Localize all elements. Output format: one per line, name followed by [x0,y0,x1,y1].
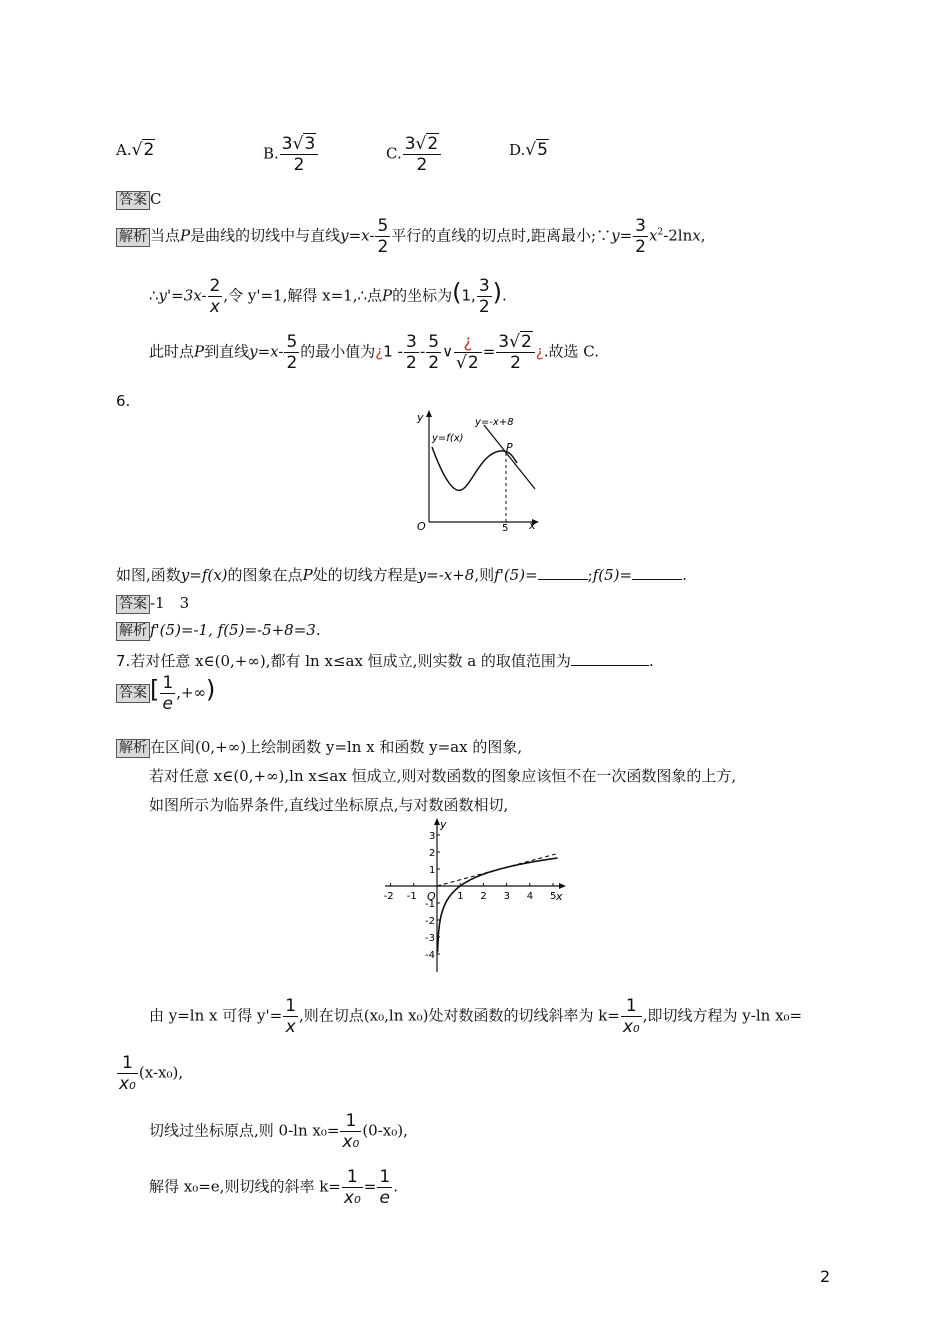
q7-y-tick-label: 1 [429,865,436,876]
q5-analysis-line-1 [116,216,706,257]
q5-l3-fraction-3 [426,332,441,373]
q7-y-tick-label: -4 [425,950,435,961]
q7-l7-text-a: 解得 x₀=e,则切线的斜率 k= [149,1177,341,1196]
q7-y-tick-label: -1 [425,899,435,910]
option-c-coef: 3 [404,134,416,154]
q5-l2-point-fraction [477,276,492,317]
q5-l1-x: x [648,226,658,245]
frac-den: 2 [635,237,646,257]
q7-graph [380,812,570,974]
option-b-fraction: $\frac{3√3}{2}$ [280,134,319,175]
q7-ln-curve [438,858,558,953]
q6-function-value: f(5)= [592,566,633,584]
q5-l3-text-a: 此时点 [149,342,195,361]
q5-l3-glyph-2: ¿ [535,342,544,361]
analysis-tag: 解析 [116,622,150,641]
q5-l3-one: 1 - [383,342,403,361]
q7-y-tick-label: -2 [425,916,435,927]
q7-l6-text-a: 切线过坐标原点,则 0-ln x₀= [149,1121,340,1140]
q7-origin-label: O [427,890,436,903]
q6-analysis [116,621,321,641]
q7-l7-end: . [393,1177,398,1196]
analysis-tag: 解析 [116,739,150,758]
frac-num: 5 [286,332,298,352]
paren-close: ) [492,278,503,307]
q5-l3-equals: = [482,342,496,361]
q7-x-arrow [559,883,566,889]
q7-analysis-line-7 [149,1167,398,1208]
q7-l7-fraction [342,1167,363,1208]
q5-l2-derivative: y'=3x- [158,286,207,305]
q5-l1-text-b: 是曲线的切线中与直线 [190,226,341,245]
q6-text-c: 处的切线方程是 [312,566,418,584]
q7-x-tick-label: -1 [406,891,417,902]
q5-l3-text-b: 到直线 [204,342,250,361]
q6-origin-label: O [417,520,426,533]
q7-x-tick-label: 2 [480,891,487,902]
q7-l7-equals: = [363,1177,377,1196]
option-b-coef: 3 [281,134,293,154]
page-number: 2 [820,1267,831,1286]
option-a-radicand: 2 [143,140,155,160]
q7-l4-text-b: ,则在切点(x₀,ln x₀)处对数函数的切线斜率为 k= [299,1006,620,1025]
q7-x-tick-label: 4 [526,891,534,902]
q6-f-label: y=f(x) [432,433,464,444]
q6-point: P [302,566,313,584]
q5-l1-comma: , [700,226,706,245]
option-c-fraction: $\frac{3√2}{2}$ [403,134,442,175]
q5-l2-end: . [502,286,507,305]
q5-l1-line-eq: y=x- [340,226,375,245]
q6-end: . [682,566,687,584]
q6-semicolon: ; [587,566,593,584]
analysis-tag: 解析 [116,228,150,247]
frac-den: 2 [478,297,490,317]
q6-tangent-eq: y=-x+8 [417,566,475,584]
frac-num: ¿ [454,332,482,353]
q5-l2-fraction [208,276,223,317]
q5-l2-text-d: 的坐标为 [392,286,453,305]
q7-end: . [648,652,654,670]
q5-l1-exponent: 2 [657,227,664,238]
frac-den: e [162,694,174,714]
q5-l3-line-eq: y=x- [249,342,284,361]
frac-num: 2 [209,276,221,296]
q6-function: y=f(x) [180,566,228,584]
q5-analysis-line-3 [149,332,599,373]
frac-num: 5 [377,216,389,236]
q5-l3-fraction-5: $\frac{3√2}{2}$ [496,332,535,373]
q7-l1-text: 在区间(0,+∞)上绘制函数 y=ln x 和函数 y=ax 的图象, [150,738,523,756]
q5-answer [116,190,161,210]
q7-analysis-line-1 [116,736,522,758]
answer-tag: 答案 [116,595,150,614]
q7-analysis-line-4 [149,996,802,1037]
frac-num: 1 [285,996,297,1016]
answer-tag: 答案 [116,684,150,703]
frac-den: 2 [510,353,521,373]
option-a [116,140,155,160]
q6-function-curve [432,447,517,490]
q6-answer-value: -1 3 [150,594,190,612]
q7-question [116,650,654,671]
q5-analysis-line-2 [149,276,507,317]
q6-line-label: y=-x+8 [475,417,514,428]
q5-l2-text-b: ,令 y'=1,解得 x=1, [223,286,358,305]
q7-y-tick-label: 3 [429,831,436,842]
q6-y-arrow [426,410,432,417]
frac-num: 3 [405,332,417,352]
frac-num: 1 [162,673,174,693]
q7-l4-fraction-2 [621,996,642,1037]
bracket-open: [ [150,675,160,704]
q5-l1-fraction-2 [633,216,648,257]
q7-text: 若对任意 x∈(0,+∞),都有 ln x≤ax 恒成立,则实数 a 的取值范围为 [130,652,571,670]
q7-y-tick-label: 2 [429,848,436,859]
q6-text-d: ,则 [474,566,495,584]
frac-coef: 3 [498,332,510,352]
q6-x-label: x [529,519,536,532]
option-d-label: D. [509,141,526,159]
q7-answer-tail: ,+∞ [176,683,207,702]
option-d-radicand: 5 [537,140,548,160]
frac-den: 2 [405,353,417,373]
q6-graph [405,405,555,535]
frac-den: x₀ [343,1188,361,1208]
option-c [386,134,442,175]
q7-y-label: y [440,818,447,831]
option-d-value: √5 [525,140,548,160]
option-c-label: C. [386,144,402,163]
q7-x-tick-label: -2 [383,891,394,902]
q7-answer-fraction [160,673,175,714]
frac-den: 2 [428,353,440,373]
q6-question [116,564,687,585]
frac-radicand: 2 [520,332,532,352]
q6-number: 6. [116,392,131,410]
frac-num: 3 [635,216,646,236]
option-b-den: 2 [293,155,305,175]
q5-l2-point: P [382,286,393,305]
q6-tangent-line [484,425,535,489]
option-a-label: A. [116,141,132,159]
q7-analysis-line-2: 若对任意 x∈(0,+∞),ln x≤ax 恒成立,则对数函数的图象应该恒不在一次函数图象的上方, [149,767,737,785]
q7-l6-text-b: (0-x₀), [362,1121,408,1140]
q6-p-label: P [506,441,513,454]
answer-tag: 答案 [116,191,150,210]
q5-l3-minus: - [419,342,426,361]
q7-l4-text-a: 由 y=ln x 可得 y'= [149,1006,283,1025]
q7-l5-text: (x-x₀), [138,1063,184,1082]
option-a-value: √2 [131,140,155,160]
q7-x-tick-label: 3 [503,891,510,902]
paren-open: ( [452,278,462,307]
q7-l4-fraction [283,996,298,1037]
q6-blank-2[interactable] [632,565,682,580]
frac-num: 1 [621,996,642,1017]
q7-x-tick-label: 5 [550,891,557,902]
q7-analysis-line-3: 如图所示为临界条件,直线过坐标原点,与对数函数相切, [149,796,509,814]
q6-y-label: y [417,411,424,424]
q5-l1-text-a: 当点 [150,226,181,245]
option-b [263,134,319,175]
q6-derivative-value: f'(5)= [494,566,538,584]
frac-den: x [285,1017,296,1037]
frac-num: 1 [340,1111,361,1132]
q7-x-label: x [556,890,563,903]
option-c-den: 2 [416,155,428,175]
q5-l3-or: ∨ [442,342,454,361]
q5-answer-value: C [150,190,162,208]
q5-l3-text-c: 的最小值为 [300,342,376,361]
q7-l5-fraction [117,1053,138,1094]
q5-l2-point-x: 1, [461,286,476,305]
option-b-label: B. [263,144,279,163]
q7-l7-fraction-2 [377,1167,392,1208]
q5-l1-y: y= [611,226,633,245]
q5-l1-x2: x [692,226,701,245]
q5-l3-end: .故选 C. [543,342,600,361]
q5-l1-text-c: 平行的直线的切点时,距离最小; [391,226,597,245]
q5-l1-ln: -2ln [663,226,693,245]
q5-l3-glyph: ¿ [375,342,384,361]
frac-num: 1 [379,1167,391,1187]
q7-answer [116,673,215,714]
frac-num: 1 [117,1053,138,1074]
q6-answer [116,592,189,614]
q7-l6-fraction [340,1111,361,1152]
q5-l3-fraction-2 [404,332,419,373]
because-symbol: ∵ [596,226,612,245]
q6-text-a: 如图,函数 [116,566,181,584]
frac-den: x₀ [342,1132,360,1152]
q7-l4-text-c: ,即切线方程为 y-ln x₀= [642,1006,803,1025]
frac-num: 3 [478,276,490,296]
paren-close: ) [206,675,216,704]
q7-analysis-line-6 [149,1111,408,1152]
q5-l3-fraction [284,332,299,373]
q7-y-tick-label: -3 [425,933,435,944]
frac-den: 2 [286,353,298,373]
q6-five-label: 5 [502,523,509,534]
q5-l3-fraction-4: $\frac{¿}{√2}$ [454,332,482,373]
option-c-radicand: 2 [427,134,439,154]
q5-l3-point: P [194,342,205,361]
q5-l2-text-c: ∴点 [357,286,383,305]
q6-analysis-text: f'(5)=-1, f(5)=-5+8=3. [150,621,321,639]
therefore-symbol: ∴ [149,286,159,305]
q5-l1-point: P [180,226,191,245]
option-b-radicand: 3 [304,134,316,154]
frac-radicand: 2 [467,353,479,373]
q7-blank[interactable] [571,651,649,666]
q6-blank-1[interactable] [538,565,588,580]
frac-den: x₀ [622,1017,640,1037]
frac-num: 1 [342,1167,363,1188]
option-d [509,140,549,160]
q5-l1-fraction [375,216,390,257]
frac-den: x [209,297,220,317]
frac-den: e [379,1188,390,1208]
q7-x-tick-label: 1 [457,891,464,902]
frac-num: 5 [428,332,440,352]
q6-text-b: 的图象在点 [227,566,303,584]
q7-number: 7. [116,652,131,670]
q7-analysis-line-5 [116,1053,183,1094]
frac-den: 2 [377,237,389,257]
frac-den: x₀ [119,1074,136,1094]
